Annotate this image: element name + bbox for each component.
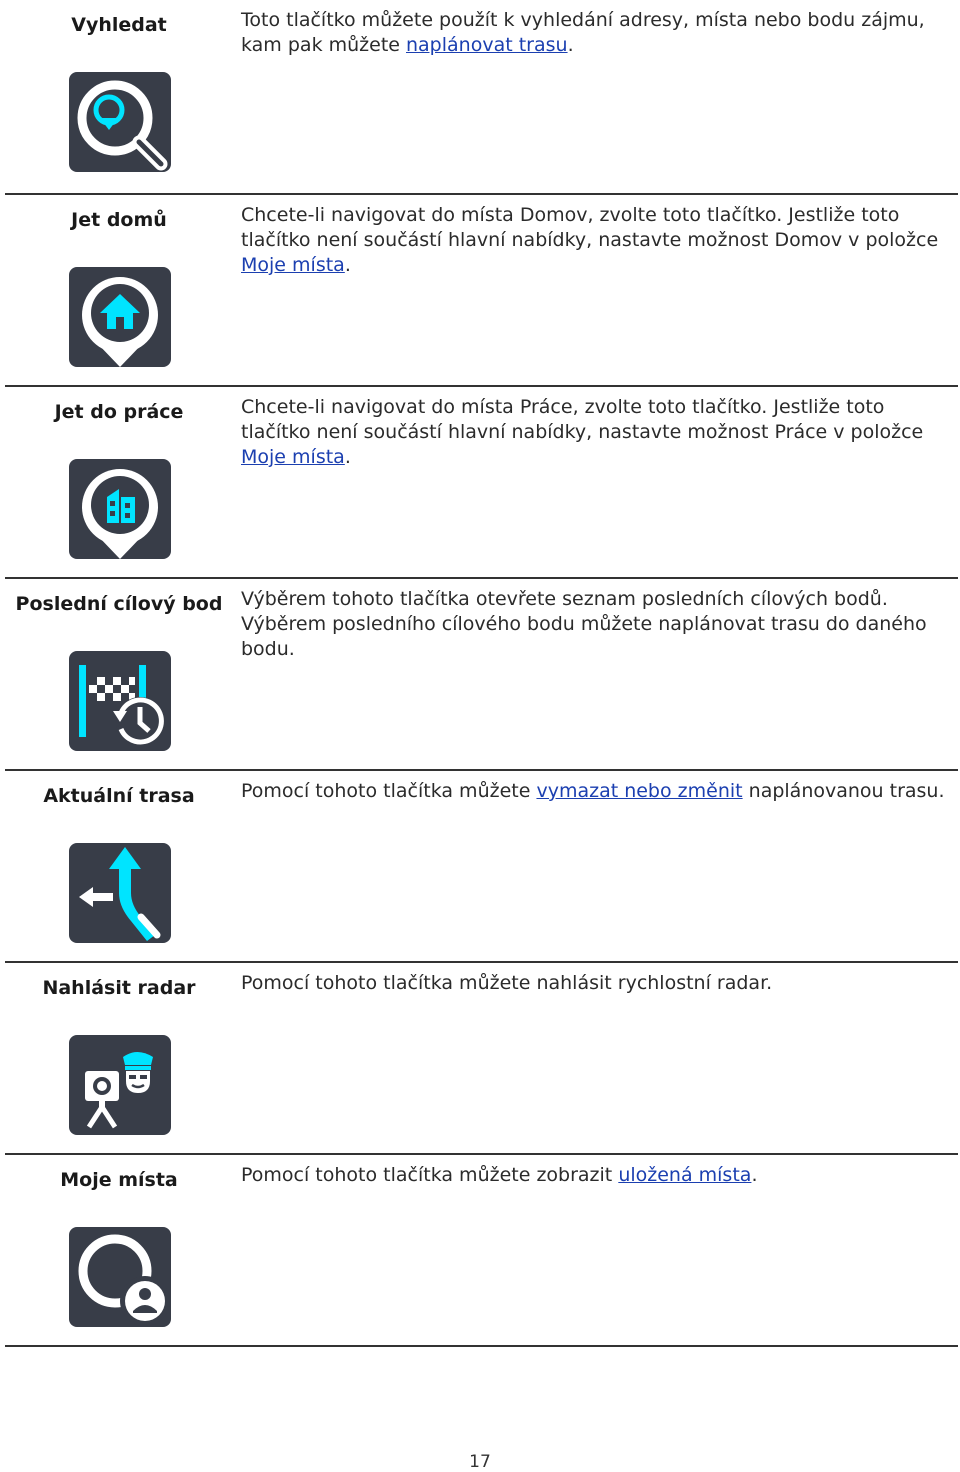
row-title: Jet domů [71,209,167,231]
row-title: Poslední cílový bod [15,593,223,615]
work-pin-icon[interactable] [69,459,171,559]
row-title: Aktuální trasa [43,785,195,807]
link-clear-or-change[interactable]: vymazat nebo změnit [536,780,743,802]
page-number: 17 [469,1452,491,1472]
row-description: Pomocí tohoto tlačítka můžete nahlásit rychlostní radar. [241,972,773,994]
table-row-go-home [5,195,958,387]
button-table [5,0,958,1347]
table-row-go-work [5,387,958,579]
search-icon[interactable] [69,72,171,172]
link-saved-places[interactable]: uložená místa [618,1164,752,1186]
row-title: Moje místa [60,1169,178,1191]
row-title: Vyhledat [71,14,167,36]
row-description: Toto tlačítko můžete použít k vyhledání adresy, místa nebo bodu zájmu, kam pak můžete naplánovat trasu. [241,9,925,56]
link-my-places[interactable]: Moje místa [241,446,345,468]
row-description: Chcete-li navigovat do místa Práce, zvolte toto tlačítko. Jestliže toto tlačítko není součástí hlavní nabídky, nastavte možnost Práce v položce Moje místa. [241,396,924,468]
row-description: Výběrem tohoto tlačítka otevřete seznam posledních cílových bodů. Výběrem posledního cílového bodu můžete naplánovat trasu do daného bodu. [241,588,927,660]
table-row-my-places [5,1155,958,1347]
link-my-places[interactable]: Moje místa [241,254,345,276]
row-title: Jet do práce [54,401,184,423]
current-route-icon[interactable] [69,843,171,943]
row-description: Pomocí tohoto tlačítka můžete vymazat nebo změnit naplánovanou trasu. [241,780,945,802]
table-row-recent-destination [5,579,958,771]
row-description: Pomocí tohoto tlačítka můžete zobrazit uložená místa. [241,1164,758,1186]
home-pin-icon[interactable] [69,267,171,367]
row-title: Nahlásit radar [42,977,196,999]
table-row-current-route [5,771,958,963]
table-row-report-camera [5,963,958,1155]
table-row-search [5,0,958,195]
my-places-icon[interactable] [69,1227,171,1327]
link-plan-route[interactable]: naplánovat trasu [406,34,568,56]
recent-destination-icon[interactable] [69,651,171,751]
row-description: Chcete-li navigovat do místa Domov, zvolte toto tlačítko. Jestliže toto tlačítko není součástí hlavní nabídky, nastavte možnost Domov v položce Moje místa. [241,204,939,276]
report-camera-icon[interactable] [69,1035,171,1135]
